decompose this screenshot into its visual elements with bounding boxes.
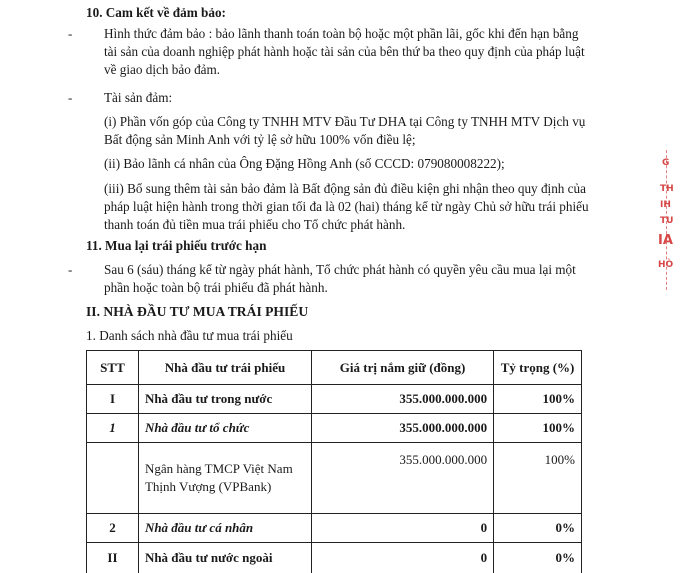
stamp-char: IH: [660, 200, 671, 210]
row-ratio: 0%: [494, 514, 582, 543]
row-ratio: 0%: [494, 543, 582, 573]
asset-iii-line-1: (iii) Bổ sung thêm tài sản bảo đảm là Bất động sản đủ điều kiện ghi nhận theo quy định của: [104, 180, 586, 198]
row-investor: Nhà đầu tư nước ngoài: [138, 543, 311, 573]
asset-i-line-1: (i) Phần vốn góp của Công ty TNHH MTV Đầu Tư DHA tại Công ty TNHH MTV Dịch vụ: [104, 113, 585, 131]
bullet-dash: -: [68, 262, 72, 278]
row-value: 355.000.000.000: [312, 385, 494, 414]
row-stt: II: [87, 543, 139, 573]
header-ratio: Tỷ trọng (%): [494, 351, 582, 385]
part-ii-title: II. NHÀ ĐẦU TƯ MUA TRÁI PHIẾU: [86, 303, 308, 321]
guarantee-form-line-2: tài sản của doanh nghiệp phát hành hoặc tài sản của bên thứ ba theo quy định của pháp luật: [104, 43, 585, 61]
row-stt: 2: [87, 514, 139, 543]
stamp-char: HÒ: [658, 260, 673, 270]
row-investor: Nhà đầu tư cá nhân: [138, 514, 311, 543]
asset-ii: (ii) Bảo lãnh cá nhân của Ông Đặng Hồng Anh (số CCCD: 079080008222);: [104, 155, 505, 173]
row-ratio: 100%: [494, 385, 582, 414]
stamp-char: G: [662, 158, 669, 168]
header-stt: STT: [87, 351, 139, 385]
asset-iii-line-2: pháp luật hiện hành trong thời gian tối đa là 02 (hai) tháng kể từ ngày Chủ sở hữu trái phiếu: [104, 198, 589, 216]
asset-i-line-2: Bất động sản Minh Anh với tỷ lệ sở hữu 100% vốn điều lệ;: [104, 131, 416, 149]
assets-label: Tài sản đảm:: [104, 89, 172, 107]
table-row: [87, 385, 582, 414]
investor-list-subtitle: 1. Danh sách nhà đầu tư mua trái phiếu: [86, 327, 293, 345]
header-value: Giá trị nắm giữ (đồng): [312, 351, 494, 385]
asset-iii-line-3: thanh toán đủ tiền mua trái phiếu cho Tổ chức phát hành.: [104, 216, 405, 234]
guarantee-form-line-3: về giao dịch bảo đảm.: [104, 61, 220, 79]
header-investor: Nhà đầu tư trái phiếu: [138, 351, 311, 385]
row-stt: 1: [87, 414, 139, 443]
repurchase-line-1: Sau 6 (sáu) tháng kể từ ngày phát hành, Tổ chức phát hành có quyền yêu cầu mua lại một: [104, 261, 576, 279]
row-investor: Nhà đầu tư trong nước: [138, 385, 311, 414]
stamp-char: TU: [660, 216, 673, 226]
stamp-fragment: [654, 150, 680, 295]
investor-name-line-1: Ngân hàng TMCP Việt Nam: [145, 460, 305, 478]
stamp-char: IA: [658, 236, 673, 246]
table-row: [87, 514, 582, 543]
table-row: [87, 414, 582, 443]
row-investor: [138, 443, 311, 514]
section-10-title: 10. Cam kết về đảm bảo:: [86, 4, 226, 22]
row-stt: [87, 443, 139, 514]
repurchase-line-2: phần hoặc toàn bộ trái phiếu đã phát hành.: [104, 279, 328, 297]
table-row: [87, 543, 582, 573]
row-stt: I: [87, 385, 139, 414]
investor-name-line-2: Thịnh Vượng (VPBank): [145, 478, 305, 496]
row-investor: Nhà đầu tư tổ chức: [138, 414, 311, 443]
bullet-dash: -: [68, 26, 72, 42]
stamp-char: TH: [660, 184, 674, 194]
table-header-row: [87, 351, 582, 385]
guarantee-form-line-1: Hình thức đảm bảo : bảo lãnh thanh toán toàn bộ hoặc một phần lãi, gốc khi đến hạn bằng: [104, 25, 578, 43]
row-value: 0: [312, 514, 494, 543]
bullet-dash: -: [68, 90, 72, 106]
row-value: 355.000.000.000: [312, 414, 494, 443]
table-row: [87, 443, 582, 514]
row-value: 355.000.000.000: [312, 443, 494, 514]
row-value: 0: [312, 543, 494, 573]
investor-table: [86, 350, 582, 573]
row-ratio: 100%: [494, 443, 582, 514]
section-11-title: 11. Mua lại trái phiếu trước hạn: [86, 237, 266, 255]
row-ratio: 100%: [494, 414, 582, 443]
